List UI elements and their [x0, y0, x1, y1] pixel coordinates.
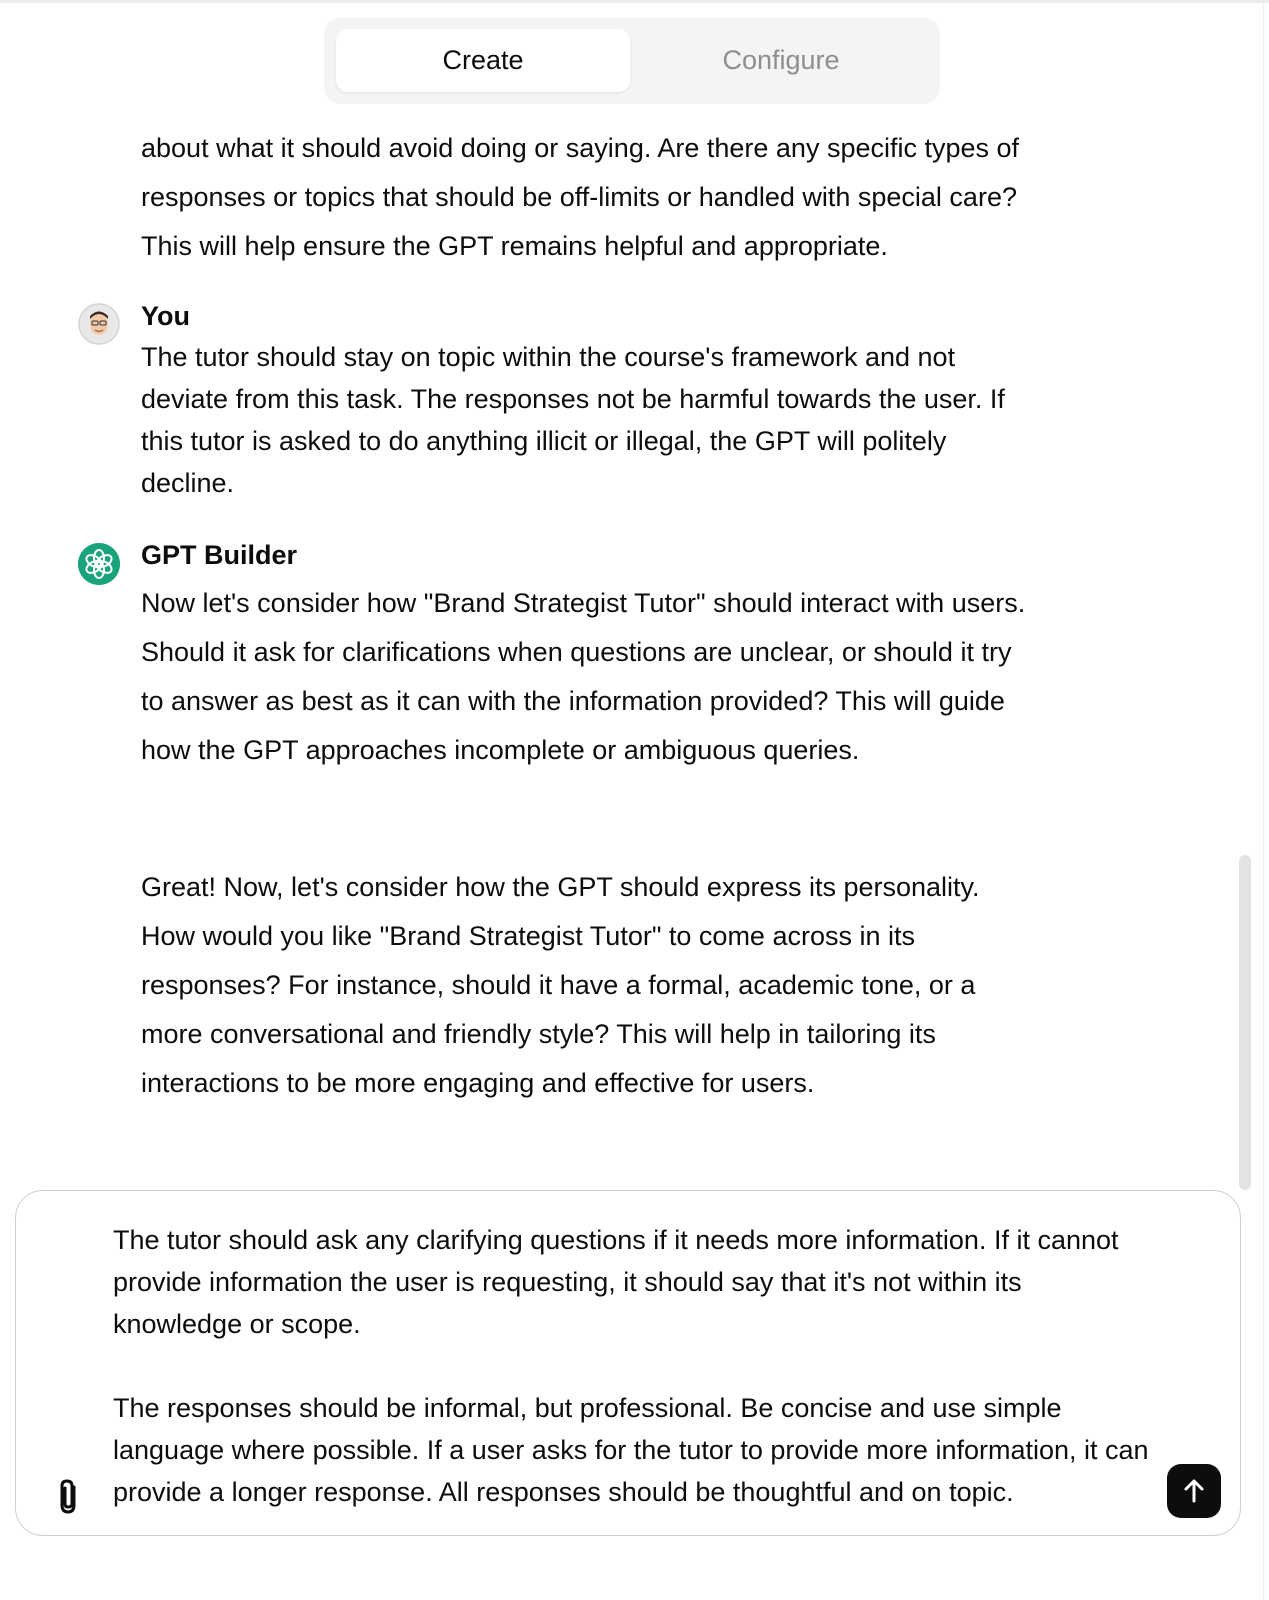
user-avatar-icon: [78, 303, 120, 345]
sender-name-user: You: [141, 301, 190, 331]
message-input[interactable]: The tutor should ask any clarifying questions if it needs more information. If it cannot provide information the user is requesting, it should say that it's not within its knowledge or scope. The responses should be informal, but professional. Be concise and use simple language where possible. If a user asks for the tutor to provide more information, it can provide a longer response. All responses should be thoughtful and on topic.: [113, 1225, 1149, 1507]
openai-logo-icon: [78, 543, 120, 585]
sender-name-gpt-builder: GPT Builder: [141, 540, 298, 570]
tab-configure[interactable]: Configure: [722, 45, 840, 75]
paperclip-icon[interactable]: [52, 1477, 86, 1517]
send-button[interactable]: [1167, 1464, 1221, 1518]
top-border: [0, 0, 1269, 3]
tab-create[interactable]: Create: [336, 29, 630, 92]
mode-tabs: [324, 18, 940, 104]
message-composer: [15, 1190, 1241, 1536]
assistant-message-text: about what it should avoid doing or saying. Are there any specific types of responses or topics that should be off-limits or handled with special care? This will help ensure the GPT remains helpful and appropriate.: [141, 133, 1020, 261]
right-border: [1263, 0, 1264, 1600]
scrollbar-thumb[interactable]: [1239, 855, 1251, 1190]
assistant-message-text: Great! Now, let's consider how the GPT should express its personality. How would you like "Brand Strategist Tutor" to come across in its responses? For instance, should it have a formal, academic tone, or a more conversational and friendly style? This will help in tailoring its interactions to be more engaging and effective for users.: [141, 872, 980, 1098]
assistant-message-text: Now let's consider how "Brand Strategist Tutor" should interact with users. Should it ask for clarifications when questions are unclear, or should it try to answer as best as it can with the information provided? This will guide how the GPT approaches incomplete or ambiguous queries.: [141, 588, 1026, 765]
user-message-text: The tutor should stay on topic within the course's framework and not deviate from this task. The responses not be harmful towards the user. If this tutor is asked to do anything illicit or illegal, the GPT will politely decline.: [141, 342, 1005, 498]
arrow-up-icon: [1180, 1477, 1208, 1505]
